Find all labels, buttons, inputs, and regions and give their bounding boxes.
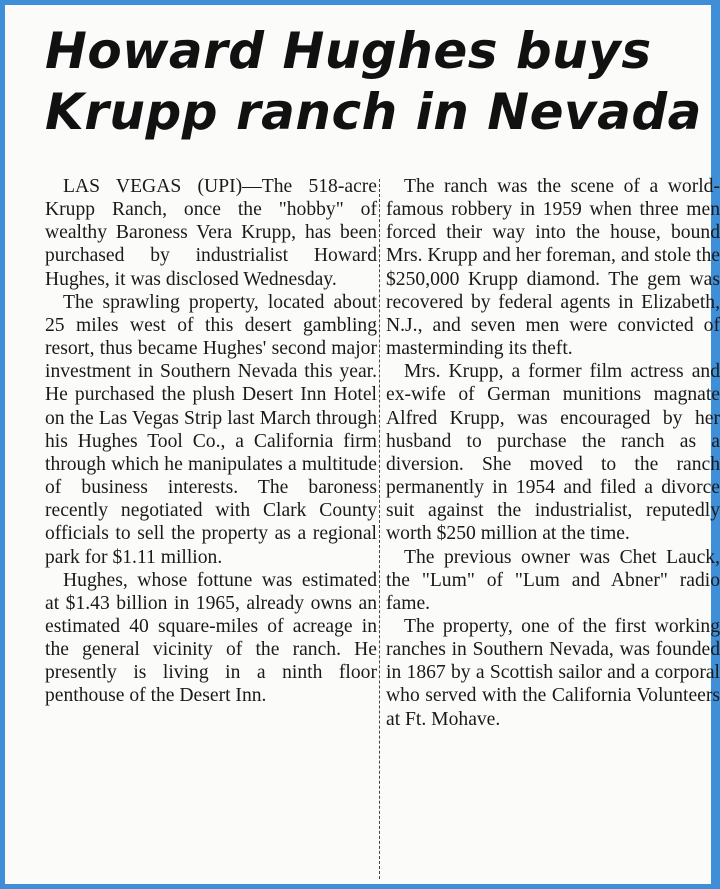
- column-divider: [379, 179, 380, 879]
- paragraph: The property, one of the first working ranches in Southern Nevada, was founded in 1867 by a Scottish sailor and a corporal who served with the California Volunteers at Ft. Mohave.: [386, 615, 720, 730]
- paragraph: LAS VEGAS (UPI)—The 518-acre Krupp Ranch, once the "hobby" of wealthy Baroness Vera Krupp, has been purchased by industrialist Howard Hughes, it was disclosed Wednesday.: [45, 176, 377, 290]
- headline: [45, 21, 705, 143]
- newspaper-clipping: [27, 17, 720, 885]
- right-column: [386, 175, 720, 731]
- paragraph: Mrs. Krupp, a former film actress and ex-wife of German munitions magnate Alfred Krupp, was encouraged by her husband to purchase the ranch as a diversion. She moved to the ranch permanently in 1954 and filed a divorce suit against the industrialist, reputedly worth $250 million at the time.: [386, 361, 720, 545]
- paragraph: Hughes, whose fottune was estimated at $1.43 billion in 1965, already owns an estimated 40 square-miles of acreage in the general vicinity of the ranch. He presently is living in a ninth floor penthouse of the Desert Inn.: [45, 569, 377, 707]
- left-column: [45, 175, 377, 708]
- headline-line-2: Krupp ranch in Nevada: [45, 83, 702, 141]
- paragraph: The previous owner was Chet Lauck, the "Lum" of "Lum and Abner" radio fame.: [386, 546, 720, 614]
- paragraph: The sprawling property, located about 25 miles west of this desert gambling resort, thus became Hughes' second major investment in Southern Nevada this year. He purchased the plush Desert Inn Hotel on the Las Vegas Strip last March through his Hughes Tool Co., a California firm through which he manipulates a multitude of business interests. The baroness recently negotiated with Clark County officials to sell the property as a regional park for $1.11 million.: [45, 291, 377, 568]
- headline-line-1: Howard Hughes buys: [45, 22, 652, 80]
- paragraph: The ranch was the scene of a world-famous robbery in 1959 when three men forced their way into the house, bound Mrs. Krupp and her foreman, and stole the $250,000 Krupp diamond. The gem was recovered by federal agents in Elizabeth, N.J., and seven men were convicted of masterminding its theft.: [386, 176, 720, 360]
